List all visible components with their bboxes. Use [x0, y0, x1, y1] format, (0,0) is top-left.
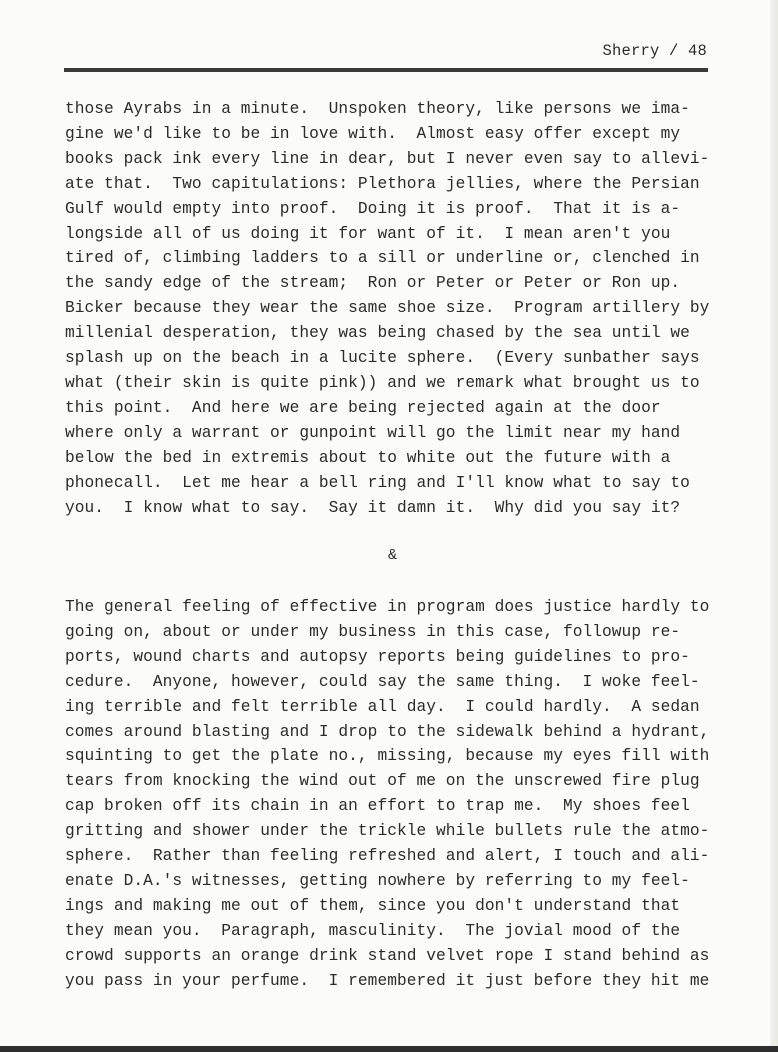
text-line: sphere. Rather than feeling refreshed and alert, I touch and ali-: [65, 847, 710, 866]
text-line: enate D.A.'s witnesses, getting nowhere by referring to my feel-: [65, 871, 690, 890]
text-line: cedure. Anyone, however, could say the same thing. I woke feel-: [65, 672, 700, 691]
text-line: ing terrible and felt terrible all day. I could hardly. A sedan: [65, 697, 700, 716]
text-line: squinting to get the plate no., missing, because my eyes fill with: [65, 747, 710, 766]
text-line: splash up on the beach in a lucite sphere. (Every sunbather says: [65, 349, 700, 368]
text-line: where only a warrant or gunpoint will go the limit near my hand: [65, 423, 681, 442]
section-separator: &: [388, 547, 398, 564]
text-line: Gulf would empty into proof. Doing it is proof. That it is a-: [65, 199, 681, 218]
text-line: they mean you. Paragraph, masculinity. The jovial mood of the: [65, 921, 681, 940]
running-head: Sherry / 48: [602, 42, 707, 60]
paragraph-2: [65, 595, 735, 994]
text-line: you pass in your perfume. I remembered it just before they hit me: [65, 971, 710, 990]
text-line: books pack ink every line in dear, but I never even say to allevi-: [65, 149, 710, 168]
text-line: the sandy edge of the stream; Ron or Peter or Peter or Ron up.: [65, 274, 681, 293]
text-line: cap broken off its chain in an effort to trap me. My shoes feel: [65, 797, 690, 816]
text-line: below the bed in extremis about to white out the future with a: [65, 448, 671, 467]
text-line: ports, wound charts and autopsy reports being guidelines to pro-: [65, 647, 690, 666]
text-line: tears from knocking the wind out of me on the unscrewed fire plug: [65, 772, 700, 791]
text-line: you. I know what to say. Say it damn it. Why did you say it?: [65, 498, 681, 517]
text-line: phonecall. Let me hear a bell ring and I'll know what to say to: [65, 473, 690, 492]
text-line: ate that. Two capitulations: Plethora jellies, where the Persian: [65, 174, 700, 193]
text-line: Bicker because they wear the same shoe size. Program artillery by: [65, 299, 710, 318]
text-line: gine we'd like to be in love with. Almost easy offer except my: [65, 124, 681, 143]
text-line: longside all of us doing it for want of it. I mean aren't you: [65, 224, 671, 243]
text-line: what (their skin is quite pink)) and we remark what brought us to: [65, 373, 700, 392]
page-edge: [770, 0, 778, 1052]
paragraph-1: [65, 97, 735, 520]
text-line: comes around blasting and I drop to the sidewalk behind a hydrant,: [65, 722, 710, 741]
text-line: those Ayrabs in a minute. Unspoken theory, like persons we ima-: [65, 100, 690, 118]
text-line: this point. And here we are being rejected again at the door: [65, 398, 661, 417]
text-line: ings and making me out of them, since you don't understand that: [65, 896, 681, 915]
header-rule: [64, 68, 708, 72]
text-line: going on, about or under my business in this case, followup re-: [65, 622, 681, 641]
bottom-edge: [0, 1046, 778, 1052]
text-line: millenial desperation, they was being chased by the sea until we: [65, 324, 690, 343]
text-line: crowd supports an orange drink stand velvet rope I stand behind as: [65, 946, 710, 965]
text-line: gritting and shower under the trickle while bullets rule the atmo-: [65, 822, 710, 841]
text-line: The general feeling of effective in program does justice hardly to: [65, 598, 710, 616]
text-line: tired of, climbing ladders to a sill or underline or, clenched in: [65, 249, 700, 268]
